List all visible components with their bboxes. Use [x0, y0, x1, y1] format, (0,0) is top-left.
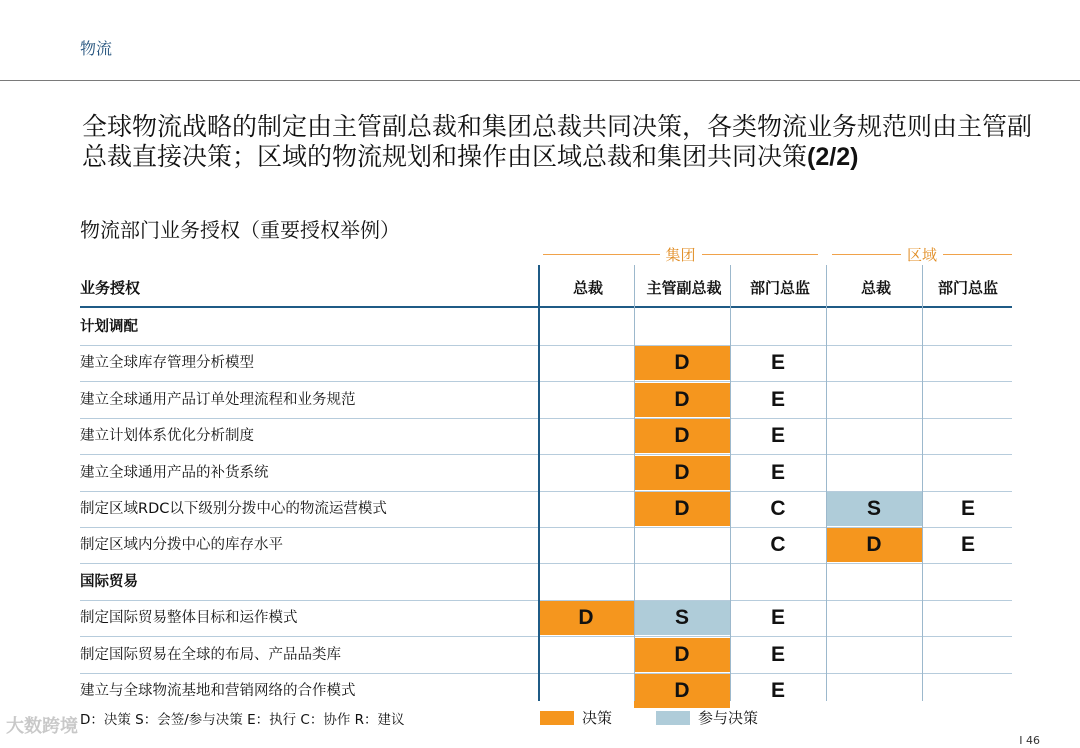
authorization-cell: D [634, 346, 730, 380]
authorization-cell: E [770, 460, 785, 484]
authorization-cell: S [634, 601, 730, 635]
authorization-cell: E [770, 642, 785, 666]
authorization-cell: D [634, 419, 730, 453]
authorization-cell: D [634, 456, 730, 490]
legend-codes: D：决策 S：会签/参与决策 E：执行 C：协作 R：建议 [80, 712, 405, 728]
row-label: 建立计划体系优化分析制度 [80, 428, 254, 445]
watermark: 大数跨境 [6, 716, 78, 737]
authorization-cell: D [634, 638, 730, 672]
page-title [82, 112, 1042, 172]
authorization-cell: E [770, 351, 785, 375]
row-label: 建立全球库存管理分析模型 [80, 355, 254, 372]
legend-decision [540, 707, 612, 728]
column-divider [826, 265, 827, 701]
authorization-cell: S [826, 492, 922, 526]
column-header-region-president: 总裁 [860, 279, 891, 297]
category-label: 国际贸易 [80, 573, 138, 590]
authorization-cell: D [634, 383, 730, 417]
table-row [80, 382, 1012, 418]
page-title-text: 全球物流战略的制定由主管副总裁和集团总裁共同决策，各类物流业务规范则由主管副总裁直接决策；区域的物流规划和操作由区域总裁和集团共同决策 [82, 112, 1033, 171]
table-row [80, 455, 1012, 491]
authorization-cell: E [770, 424, 785, 448]
category-label: 计划调配 [80, 319, 138, 335]
table-row [80, 673, 1012, 709]
table-row [80, 345, 1012, 381]
group-header-group [543, 244, 818, 264]
header-label: 物流 [80, 39, 113, 58]
group-header-region [832, 244, 1012, 264]
table-header-row [80, 270, 1012, 306]
row-label: 制定区域RDC以下级别分拨中心的物流运营模式 [80, 501, 387, 517]
row-label: 建立与全球物流基地和营销网络的合作模式 [80, 683, 356, 699]
authorization-cell: D [634, 674, 730, 708]
legend-participate-swatch [656, 711, 690, 725]
legend-decision-label: 决策 [582, 709, 613, 727]
table-row [80, 600, 1012, 636]
authorization-cell: E [770, 606, 785, 630]
row-label: 建立全球通用产品订单处理流程和业务规范 [80, 391, 356, 408]
table-header-rule [80, 306, 1012, 308]
row-label: 制定区域内分拨中心的库存水平 [80, 537, 283, 554]
authorization-cell: E [770, 387, 785, 411]
authorization-cell: D [538, 601, 634, 635]
authorization-cell: E [770, 679, 785, 702]
table-row [80, 527, 1012, 563]
header-rule [0, 80, 1080, 81]
page-title-suffix: (2/2) [807, 143, 859, 171]
row-label: 建立全球通用产品的补货系统 [80, 464, 269, 481]
group-header-group-label: 集团 [665, 245, 696, 264]
column-divider [538, 265, 540, 701]
category-row [80, 564, 1012, 600]
group-header-region-label: 区域 [907, 245, 938, 264]
column-header-group-vp: 主管副总裁 [646, 279, 722, 297]
category-row [80, 309, 1012, 345]
column-header-region-director: 部门总监 [937, 279, 998, 297]
authorization-cell: E [960, 533, 975, 557]
section-title: 物流部门业务授权（重要授权举例） [80, 218, 400, 242]
column-divider [730, 265, 731, 701]
page-number: I 46 [1019, 734, 1040, 747]
column-header-group-president: 总裁 [572, 279, 603, 297]
legend-decision-swatch [540, 711, 574, 725]
authorization-cell: C [770, 533, 786, 557]
table-row [80, 637, 1012, 673]
authorization-cell: D [634, 492, 730, 526]
authorization-cell: C [770, 497, 786, 520]
column-divider [922, 265, 923, 701]
column-header-group-director: 部门总监 [749, 279, 810, 297]
row-label: 制定国际贸易整体目标和运作模式 [80, 610, 298, 627]
column-header-authorization: 业务授权 [80, 279, 141, 297]
column-divider [634, 265, 635, 701]
row-label: 制定国际贸易在全球的布局、产品品类库 [80, 646, 341, 663]
legend-participate-label: 参与决策 [698, 709, 759, 727]
authorization-cell: E [960, 497, 975, 520]
table-row [80, 491, 1012, 527]
table-row [80, 418, 1012, 454]
authorization-cell: D [826, 528, 922, 562]
legend-participate [656, 707, 758, 728]
